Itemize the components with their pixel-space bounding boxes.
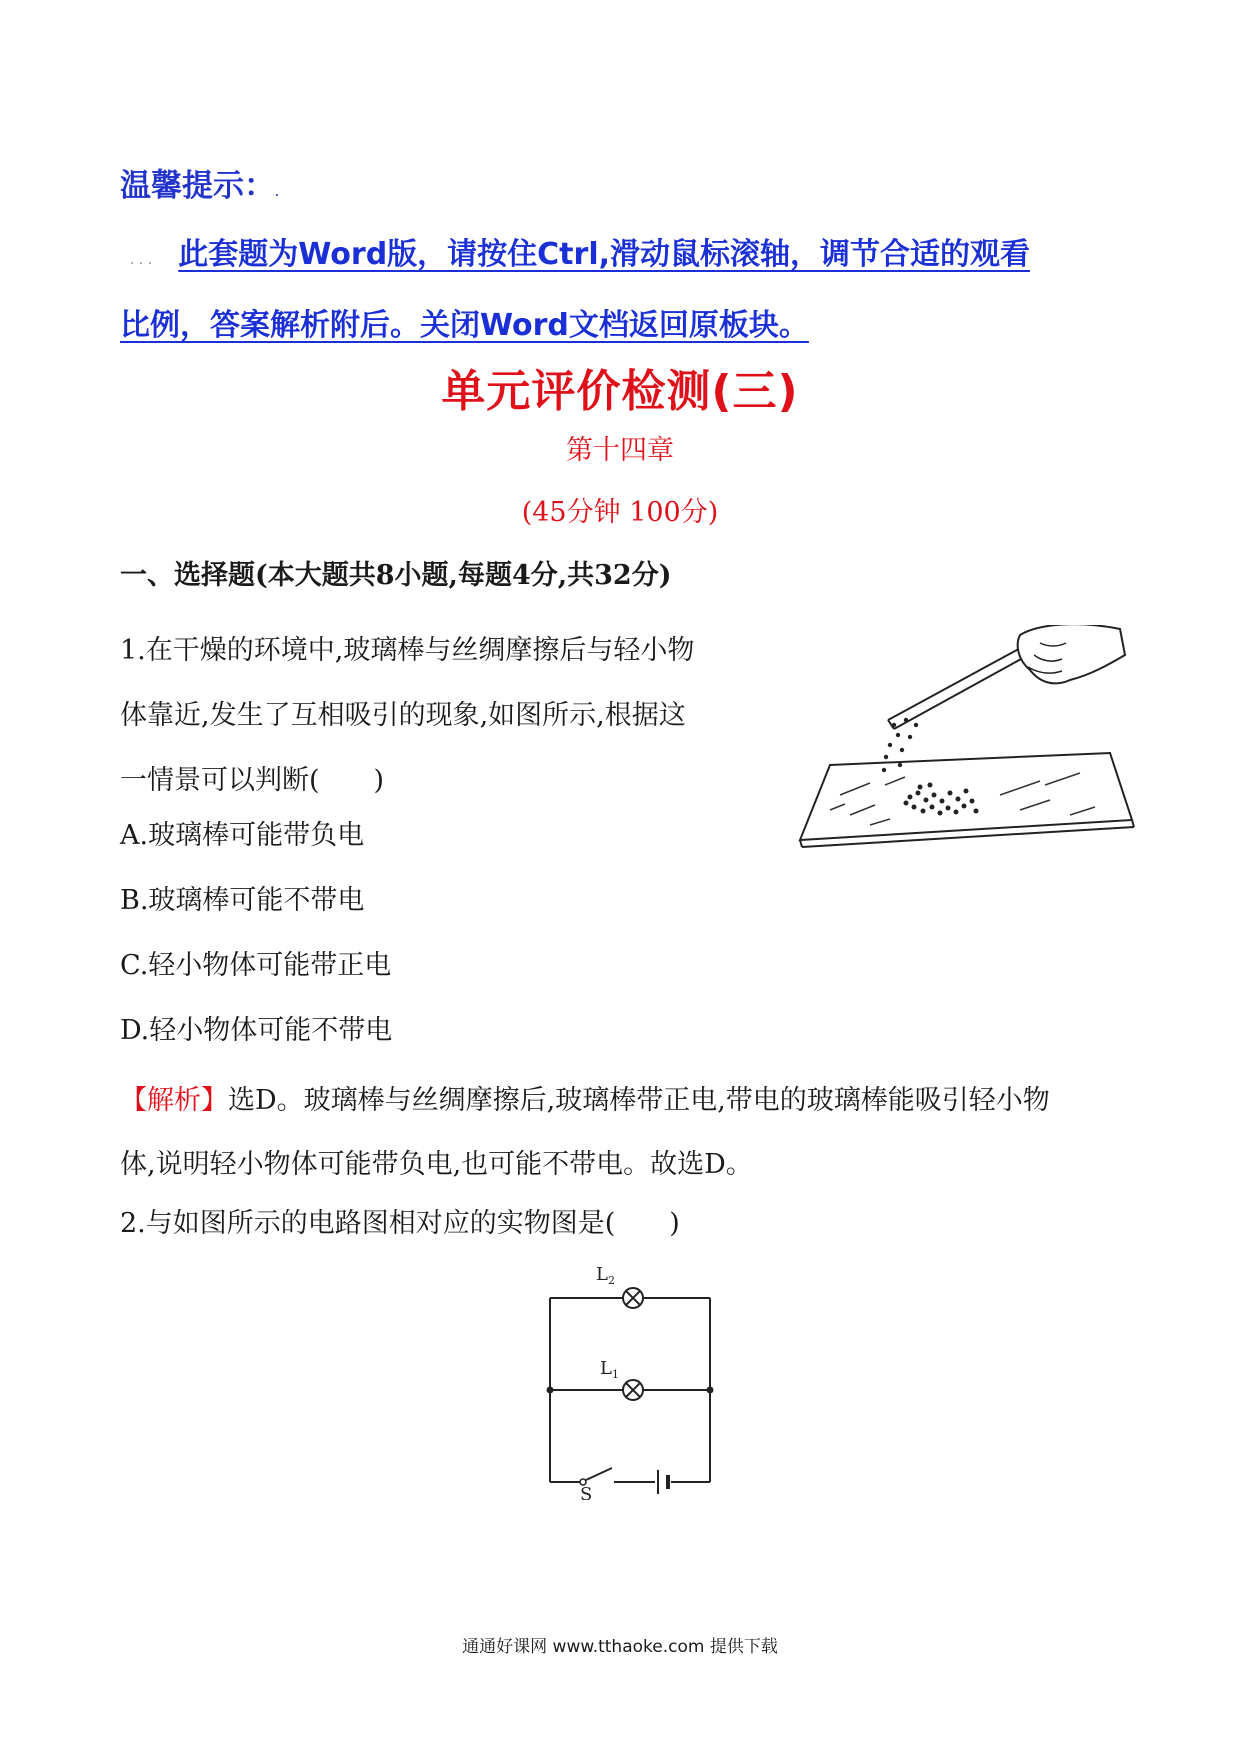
lamp-l2-icon xyxy=(623,1288,643,1308)
question-2-stem: 2.与如图所示的电路图相对应的实物图是( ) xyxy=(120,1208,680,1239)
tip-line-1: 此套题为Word版，请按住Ctrl,滑动鼠标滚轴，调节合适的观看 xyxy=(178,237,1030,272)
lamp-l2-sub: 2 xyxy=(607,1274,615,1287)
time-score: (45分钟 100分) xyxy=(521,497,719,528)
tip-line-2: 比例，答案解析附后。关闭Word文档返回原板块。 xyxy=(120,308,809,343)
question-1-stem xyxy=(120,618,770,813)
lamp-l1-icon xyxy=(623,1380,643,1400)
footer: 通通好课网 www.tthaoke.com 提供下载 xyxy=(462,1637,778,1657)
tip-title: 温馨提示：. xyxy=(120,168,279,204)
question-1-line: 一情景可以判断( ) xyxy=(120,765,385,796)
option-b: B.玻璃棒可能不带电 xyxy=(120,885,365,916)
question-1-line: 体靠近,发生了互相吸引的现象,如图所示,根据这 xyxy=(120,700,686,731)
analysis xyxy=(120,1069,1130,1197)
analysis-tag: 【解析】 xyxy=(120,1085,228,1116)
lamp-l1-sub: 1 xyxy=(611,1368,619,1381)
svg-text:L1 xyxy=(600,1358,619,1381)
battery-icon xyxy=(658,1470,668,1494)
question-1-line: 1.在干燥的环境中,玻璃棒与丝绸摩擦后与轻小物 xyxy=(120,635,695,666)
option-d: D.轻小物体可能不带电 xyxy=(120,1015,393,1046)
option-c: C.轻小物体可能带正电 xyxy=(120,950,392,981)
tip-body: . . . 此套题为Word版，请按住Ctrl,滑动鼠标滚轴，调节合适的观看 比例，答案解析附后。关闭Word文档返回原板块。 xyxy=(120,237,1030,343)
lamp-l2-label: L xyxy=(596,1264,608,1285)
switch-label: S xyxy=(580,1484,593,1500)
chapter-label: 第十四章 xyxy=(566,435,674,466)
page-title: 单元评价检测(三) xyxy=(441,366,799,417)
section-heading: 一、选择题(本大题共8小题,每题4分,共32分) xyxy=(120,560,672,591)
analysis-line-2: 体,说明轻小物体可能带负电,也可能不带电。故选D。 xyxy=(120,1149,753,1180)
lamp-l1-label: L xyxy=(600,1358,612,1379)
circuit-diagram xyxy=(530,1260,730,1500)
option-a: A.玻璃棒可能带负电 xyxy=(120,820,365,851)
analysis-line-1: 选D。玻璃棒与丝绸摩擦后,玻璃棒带正电,带电的玻璃棒能吸引轻小物 xyxy=(228,1085,1050,1116)
glass-rod-figure xyxy=(790,625,1150,850)
svg-text:L2 xyxy=(596,1264,615,1287)
